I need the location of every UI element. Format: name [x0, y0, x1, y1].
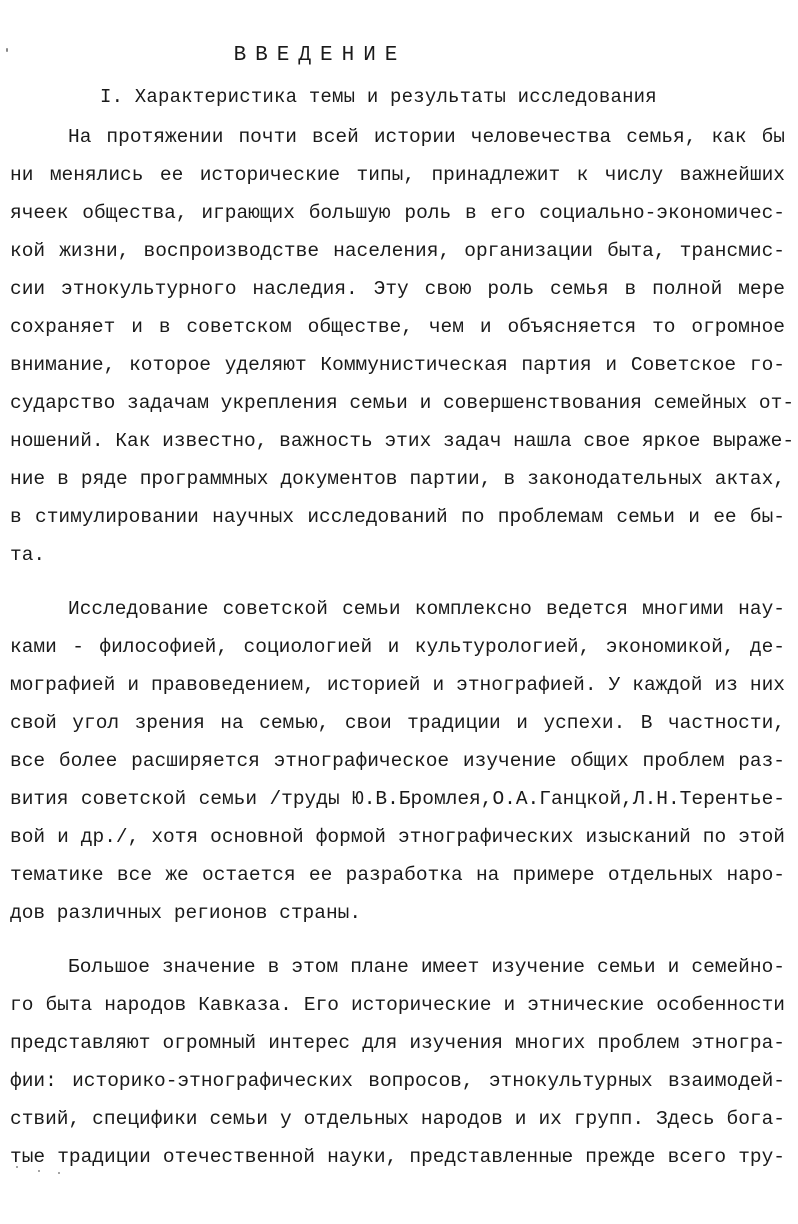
body-text — [10, 118, 795, 1176]
text-line: ствий, специфики семьи у отдельных народов и их групп. Здесь бога- — [10, 1108, 785, 1130]
text-line: сии этнокультурного наследия. Эту свою роль семья в полной мере — [10, 278, 785, 300]
paragraph-gap — [10, 932, 785, 948]
text-line: ками - философией, социологией и культурологией, экономикой, де- — [10, 636, 785, 658]
text-line: все более расширяется этнографическое изучение общих проблем раз- — [10, 750, 785, 772]
text-line: та. — [10, 544, 46, 566]
text-line: сохраняет и в советском обществе, чем и объясняется то огромное — [10, 316, 785, 338]
text-line: дов различных регионов страны. — [10, 902, 362, 924]
page-title: ВВЕДЕНИЕ — [233, 44, 407, 67]
text-line: тые традиции отечественной науки, представленные прежде всего тру- — [10, 1146, 785, 1168]
text-line: Большое значение в этом плане имеет изучение семьи и семейно- — [68, 956, 785, 978]
paragraph-gap — [10, 574, 785, 590]
text-line: Исследование советской семьи комплексно ведется многими нау- — [68, 598, 785, 620]
text-line: тематике все же остается ее разработка на примере отдельных наро- — [10, 864, 785, 886]
text-line: свой угол зрения на семью, свои традиции и успехи. В частности, — [10, 712, 785, 734]
text-line: внимание, которое уделяют Коммунистическая партия и Советское го- — [10, 354, 785, 376]
text-line: сударство задачам укрепления семьи и совершенствования семейных от- — [10, 392, 795, 414]
paragraph — [10, 118, 795, 574]
text-line: кой жизни, воспроизводстве населения, организации быта, трансмис- — [10, 240, 785, 262]
text-line: На протяжении почти всей истории человечества семья, как бы — [68, 126, 785, 148]
text-line: го быта народов Кавказа. Его исторические и этнические особенности — [10, 994, 785, 1016]
section-heading: I. Характеристика темы и результаты исследования — [100, 86, 657, 108]
text-line: представляют огромный интерес для изучения многих проблем этногра- — [10, 1032, 785, 1054]
text-line: ячеек общества, играющих большую роль в его социально-экономичес- — [10, 202, 785, 224]
text-line: мографией и правоведением, историей и этнографией. У каждой из них — [10, 674, 785, 696]
text-line: вития советской семьи /труды Ю.В.Бромлея,О.А.Ганцкой,Л.Н.Терентье- — [10, 788, 785, 810]
paragraph — [10, 590, 785, 932]
text-line: ношений. Как известно, важность этих задач нашла свое яркое выраже- — [10, 430, 795, 452]
text-line: в стимулировании научных исследований по проблемам семьи и ее бы- — [10, 506, 785, 528]
text-line: вой и др./, хотя основной формой этнографических изысканий по этой — [10, 826, 785, 848]
text-line: фии: историко-этнографических вопросов, этнокультурных взаимодей- — [10, 1070, 785, 1092]
text-line: ние в ряде программных документов партии, в законодательных актах, — [10, 468, 785, 490]
paragraph — [10, 948, 785, 1176]
text-line: ни менялись ее исторические типы, принадлежит к числу важнейших — [10, 164, 785, 186]
